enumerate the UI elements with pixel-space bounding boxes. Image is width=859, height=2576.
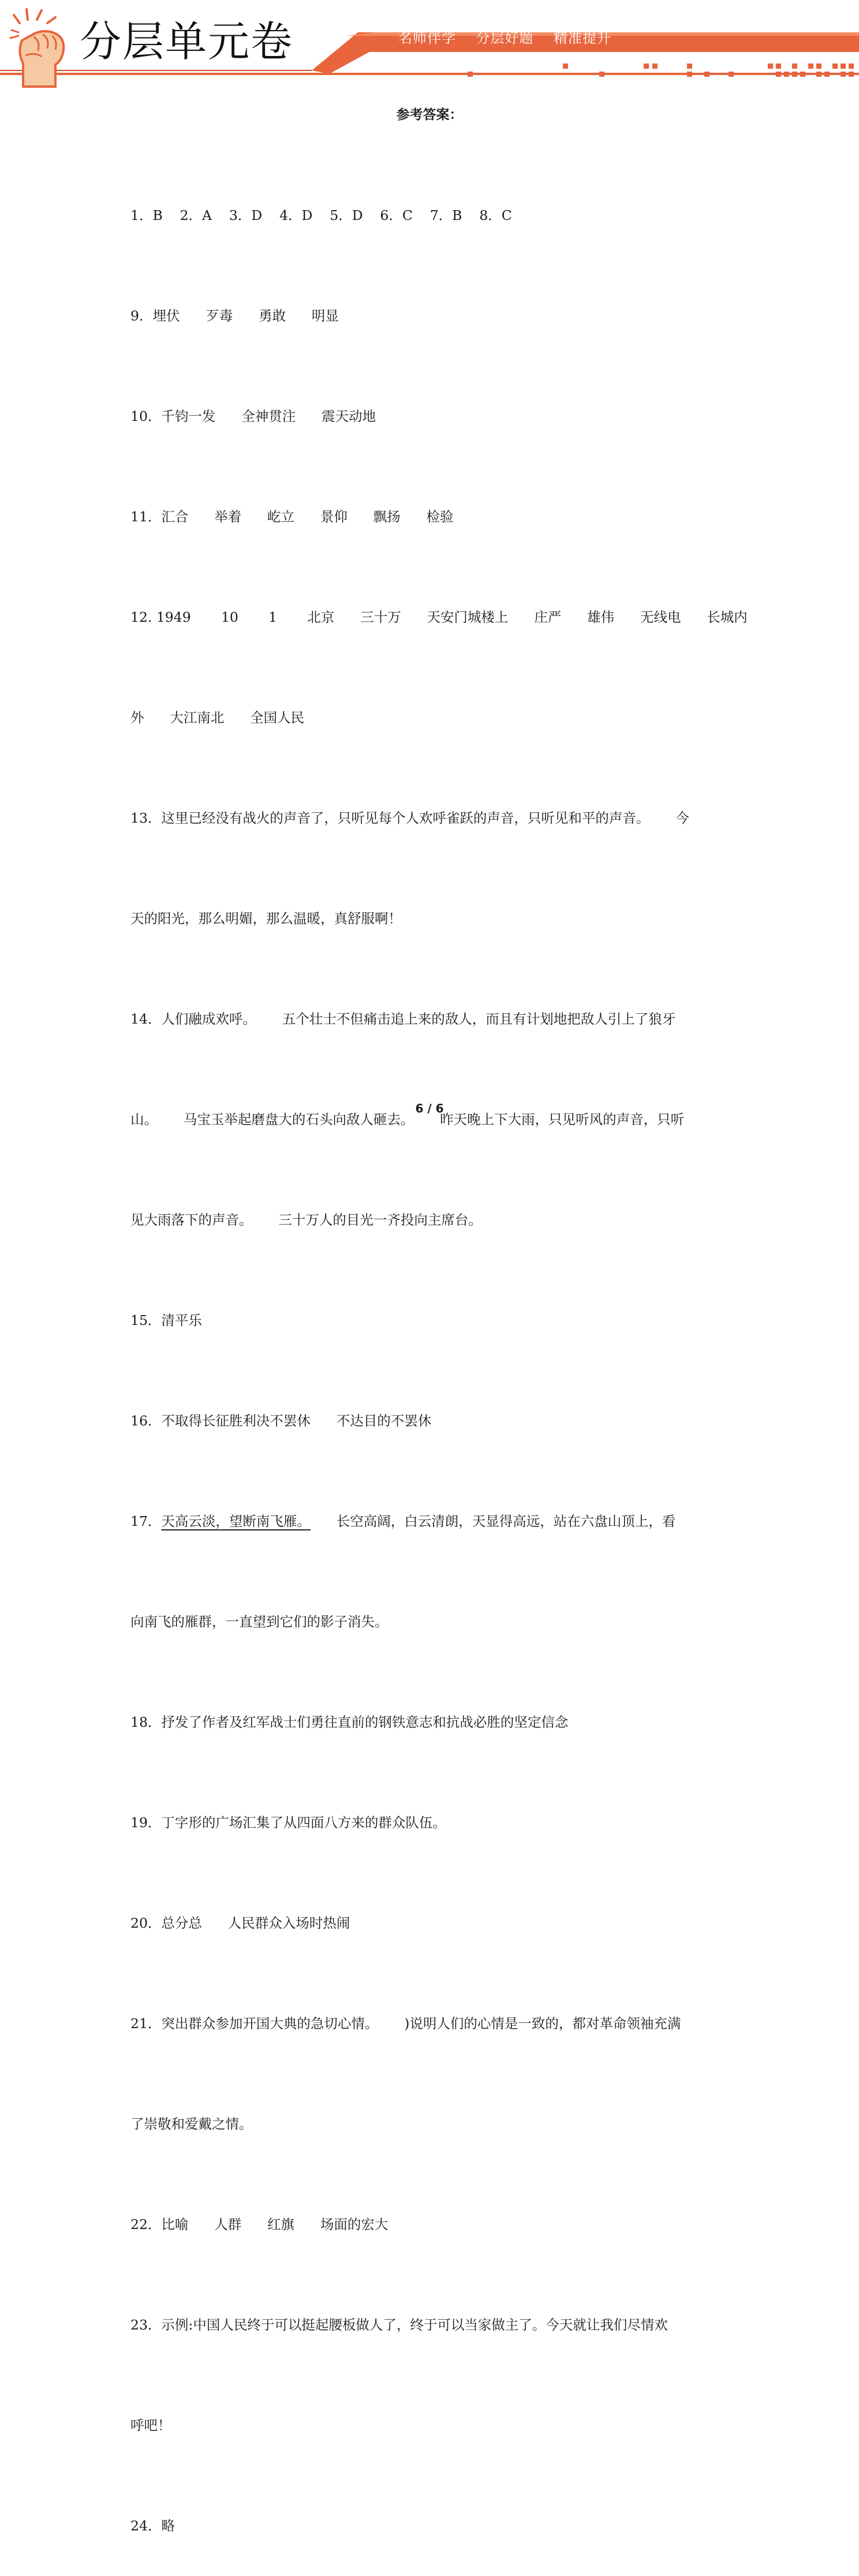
answer-line: 18．抒发了作者及红军战士们勇往直前的钢铁意志和抗战必胜的坚定信念 [130, 1714, 569, 1730]
answer-line: 20．总分总 人民群众入场时热闹 [130, 1915, 350, 1931]
answer-text: 长空高阔，白云清朗，天显得高远，站在六盘山顶上，看 [310, 1513, 676, 1529]
answer-line: 19．丁字形的广场汇集了从四面八方来的群众队伍。 [130, 1815, 446, 1831]
answer-line: 外 大江南北 全国人民 [130, 710, 305, 726]
page-number: 6 / 6 [415, 1102, 444, 1115]
answer-line: 呼吧！ [130, 2417, 171, 2433]
answer-line-17 [130, 1504, 731, 1538]
answer-line: 24．略 [130, 2518, 175, 2534]
answer-line: 16．不取得长征胜利决不罢休 不达目的不罢休 [130, 1413, 432, 1429]
answer-line: 12. 1949 10 1 北京 三十万 天安门城楼上 庄严 雄伟 无线电 长城内 [130, 609, 748, 625]
answer-line: 22．比喻 人群 红旗 场面的宏大 [130, 2216, 389, 2232]
answer-line: 21．突出群众参加开国大典的急切心情。 )说明人们的心情是一致的，都对革命领袖充满 [130, 2015, 681, 2032]
brand-title: 分层单元卷 [80, 17, 294, 66]
answer-line: 见大雨落下的声音。 三十万人的目光一齐投向主席台。 [130, 1212, 482, 1228]
underlined-poem-line: 天高云淡，望断南飞雁。 [161, 1513, 311, 1529]
header-slogan: 名师伴学 分层好题 精准提升 [398, 30, 612, 46]
answer-line: 13．这里已经没有战火的声音了，只听见每个人欢呼雀跃的声音，只听见和平的声音。 今 [130, 810, 689, 826]
answer-line: 了崇敬和爱戴之情。 [130, 2116, 253, 2132]
answer-key-title: 参考答案： [396, 107, 463, 122]
answer-line: 10．千钧一发 全神贯注 震天动地 [130, 408, 376, 424]
answer-line: 11．汇合 举着 屹立 景仰 飘扬 检验 [130, 509, 454, 525]
page-header [0, 0, 859, 92]
answer-line: 向南飞的雁群，一直望到它们的影子消失。 [130, 1614, 389, 1630]
answer-line: 9．埋伏 歹毒 勇敢 明显 [130, 308, 339, 324]
answer-line: 天的阳光，那么明媚，那么温暖，真舒服啊！ [130, 910, 402, 927]
answer-list [130, 132, 748, 2576]
answer-line: 1．B 2．A 3．D 4．D 5．D 6．C 7．B 8．C [130, 207, 512, 223]
answer-line: 23．示例:中国人民终于可以挺起腰板做人了，终于可以当家做主了。今天就让我们尽情欢 [130, 2317, 668, 2333]
answer-number: 17． [130, 1513, 162, 1529]
answer-line: 山。 马宝玉举起磨盘大的石头向敌人砸去。 昨天晚上下大雨，只见听风的声音，只听 [130, 1111, 685, 1128]
answer-line: 14．人们融成欢呼。 五个壮士不但痛击追上来的敌人，而且有计划地把敌人引上了狼牙 [130, 1011, 676, 1027]
answer-line: 15．清平乐 [130, 1312, 202, 1328]
